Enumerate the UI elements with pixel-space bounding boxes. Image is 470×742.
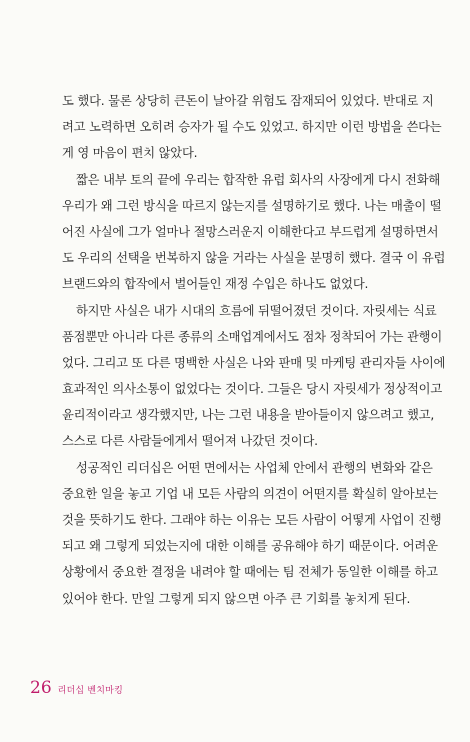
text-line: 중요한 일을 놓고 기업 내 모든 사람의 의견이 어떤지를 확실히 알아보는 — [62, 486, 438, 501]
text-line: 스스로 다른 사람들에게서 떨어져 나갔던 것이다. — [62, 434, 318, 449]
text-line: 었다. 그리고 또 다른 명백한 사실은 나와 판매 및 마케팅 관리자들 사이에 — [62, 355, 446, 370]
text-line: 도 우리의 선택을 번복하지 않을 거라는 사실을 분명히 했다. 결국 이 유럽 — [62, 251, 446, 266]
text-line: 우리가 왜 그런 방식을 따르지 않는지를 설명하기로 했다. 나는 매출이 떨 — [62, 198, 442, 213]
text-line: 려고 노력하면 오히려 승자가 될 수도 있었고. 하지만 이런 방법을 쓴다는 — [62, 120, 442, 135]
running-title: 리더십 벤치마킹 — [57, 686, 123, 696]
text-line: 상황에서 중요한 결정을 내려야 할 때에는 팀 전체가 동일한 이해를 하고 — [62, 565, 438, 580]
text-line: 브랜드와의 합작에서 벌어들인 재정 수입은 하나도 없었다. — [62, 277, 369, 292]
text-line: 게 영 마음이 편치 않았다. — [62, 146, 198, 161]
page-number: 26 — [30, 678, 52, 698]
text-line: 품점뿐만 아니라 다른 종류의 소매업계에서도 점차 정착되어 가는 관행이 — [62, 329, 443, 344]
paragraph-start-line: 하지만 사실은 내가 시대의 흐름에 뒤떨어졌던 것이다. 자릿세는 식료 — [76, 303, 437, 318]
page-footer — [30, 678, 123, 698]
body-text — [62, 88, 446, 612]
text-line: 있어야 한다. 만일 그렇게 되지 않으면 아주 큰 기회를 놓치게 된다. — [62, 591, 411, 606]
text-line: 윤리적이라고 생각했지만, 나는 그런 내용을 받아들이지 않으려고 했고, — [62, 408, 435, 423]
text-line: 어진 사실에 그가 얼마나 절망스러운지 이해한다고 부드럽게 설명하면서 — [62, 224, 439, 239]
paragraph-start-line: 성공적인 리더십은 어떤 면에서는 사업체 안에서 관행의 변화와 같은 — [76, 460, 433, 475]
paragraph-start-line: 짧은 내부 토의 끝에 우리는 합작한 유럽 회사의 사장에게 다시 전화해 — [76, 172, 441, 187]
text-line: 도 했다. 물론 상당히 큰돈이 날아갈 위험도 잠재되어 있었다. 반대로 지 — [62, 94, 434, 108]
text-line: 효과적인 의사소통이 없었다는 것이다. 그들은 당시 자릿세가 정상적이고 — [62, 382, 443, 397]
text-line: 되고 왜 그렇게 되었는지에 대한 이해를 공유해야 하기 때문이다. 어려운 — [62, 539, 438, 554]
text-line: 것을 뜻하기도 한다. 그래야 하는 이유는 모든 사람이 어떻게 사업이 진행 — [62, 513, 442, 527]
